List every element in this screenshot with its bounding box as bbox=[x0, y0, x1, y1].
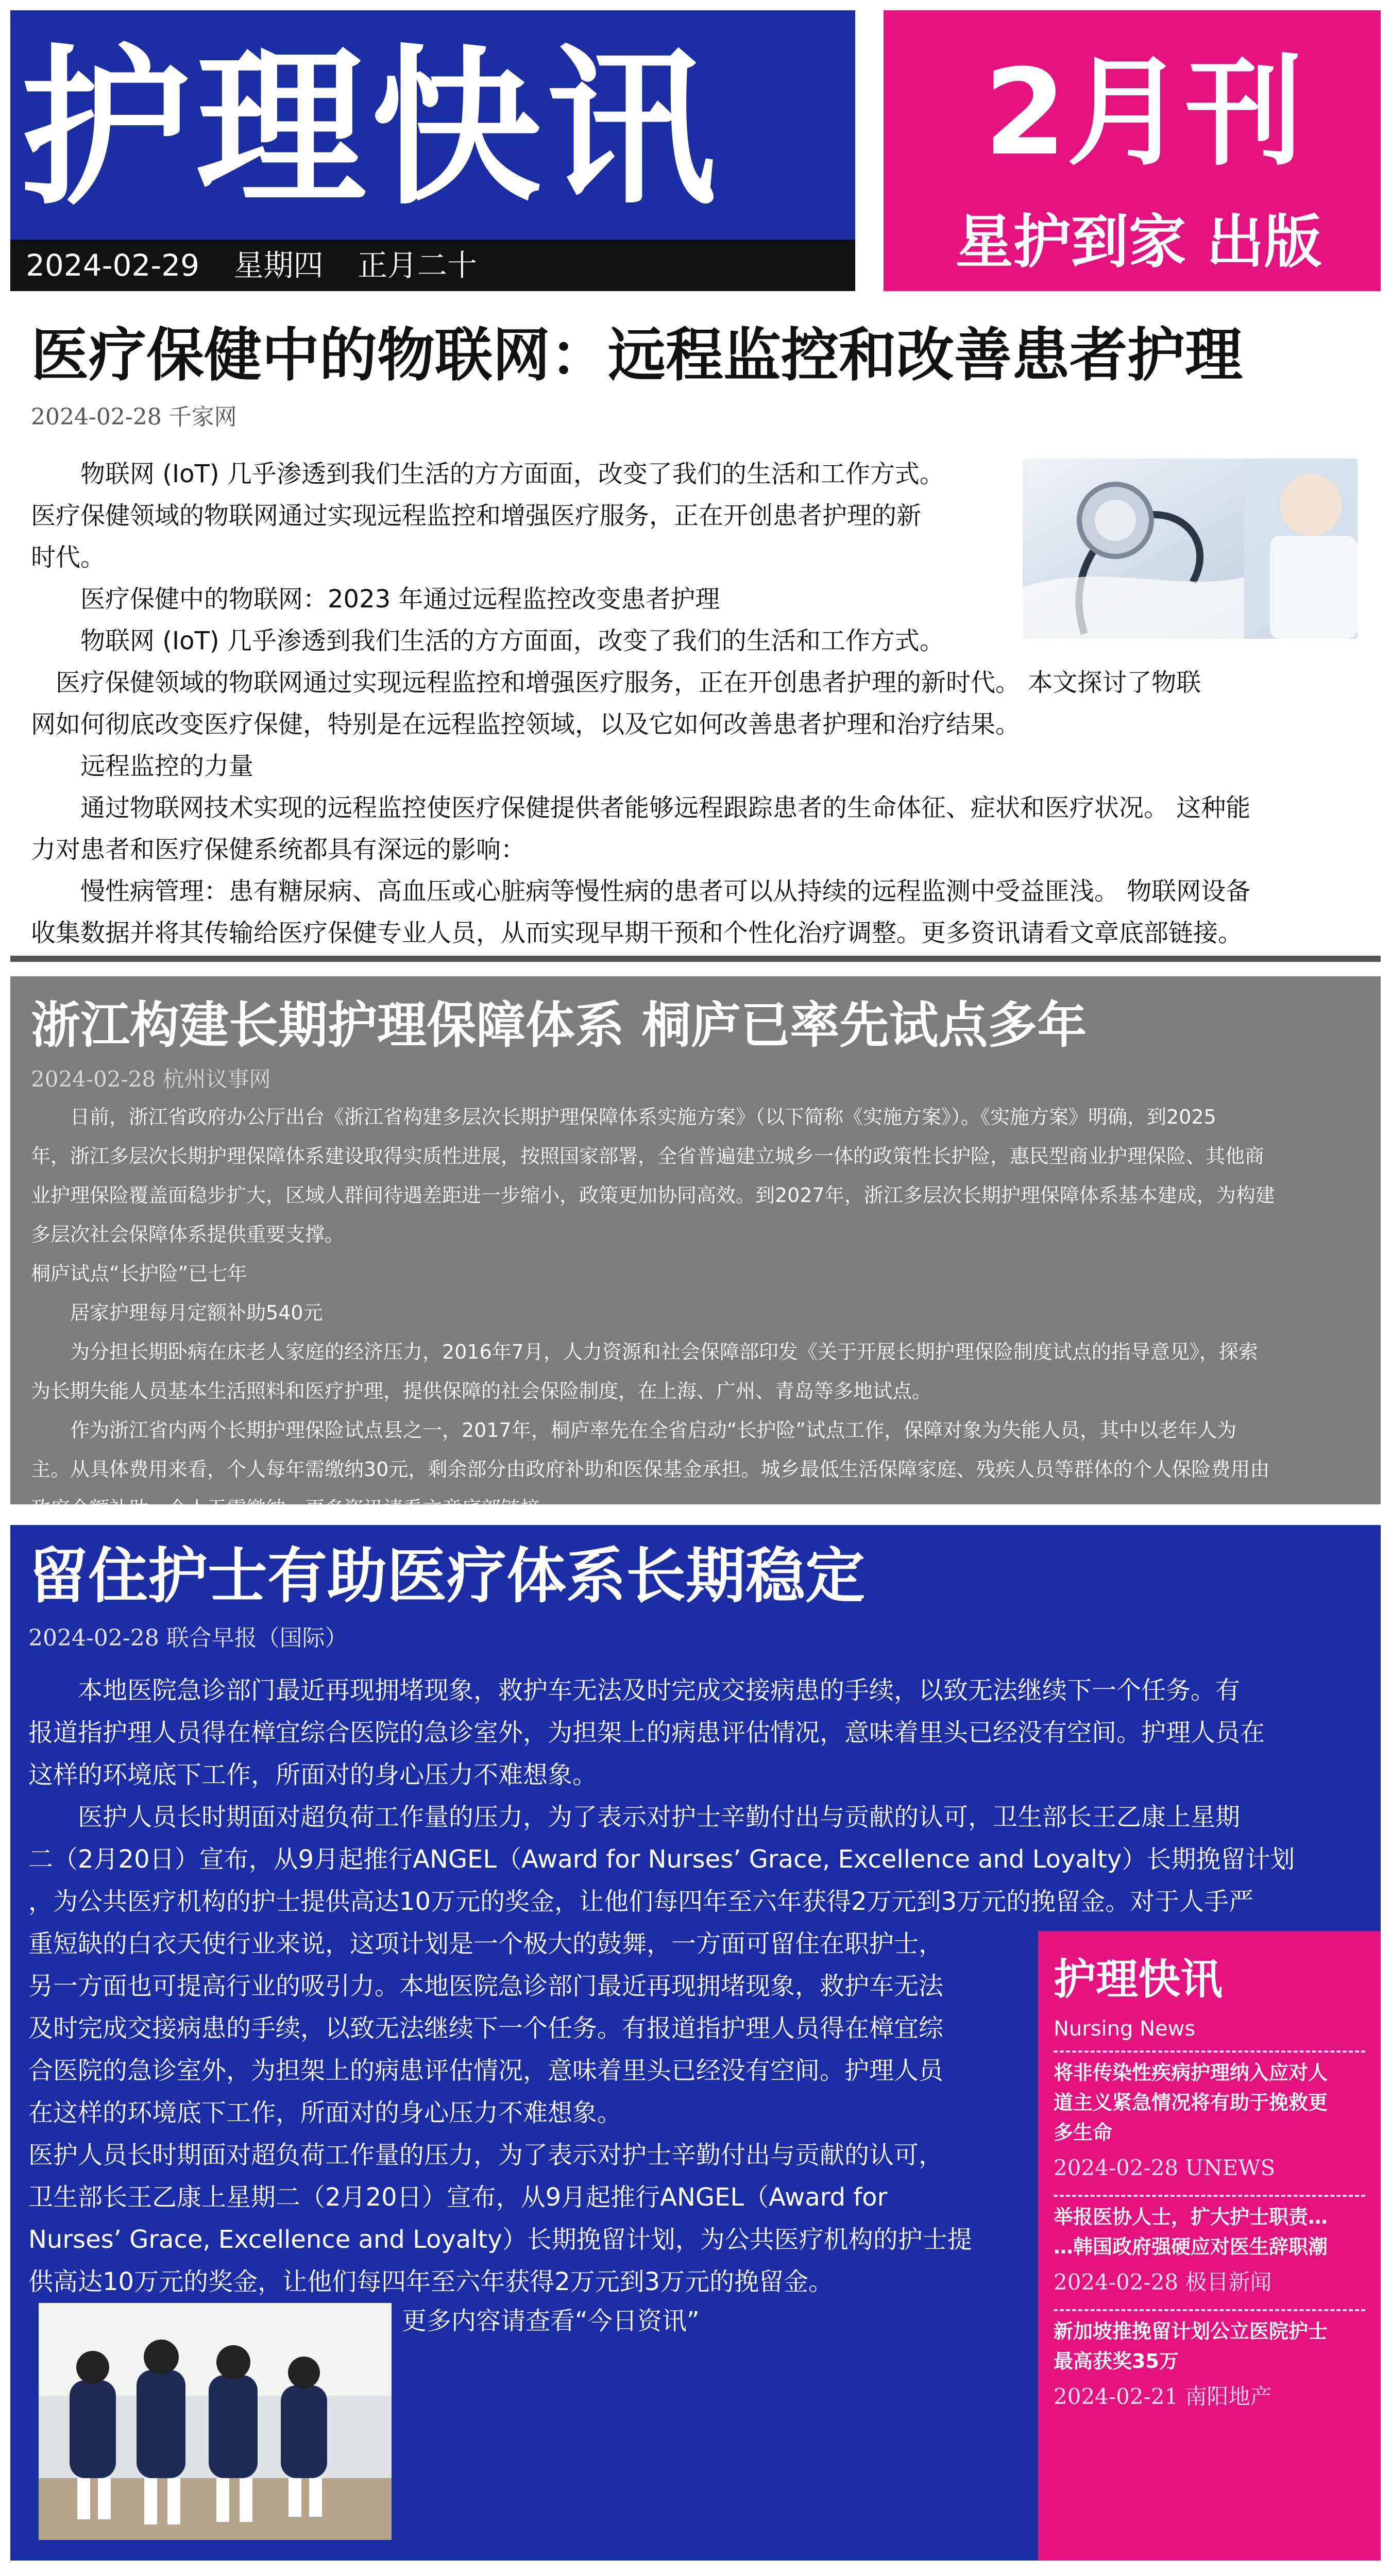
article3-body-bottom bbox=[28, 1923, 1033, 2303]
article2-line: 多层次社会保障体系提供重要支撑。 bbox=[31, 1223, 345, 1246]
article1-line: 通过物联网技术实现的远程监控使医疗保健提供者能够远程跟踪患者的生命体征、症状和医疗状况。 这种能 bbox=[31, 793, 1251, 822]
sidebar-item-title: 将非传染性疾病护理纳入应对人 bbox=[1054, 2061, 1328, 2084]
masthead-title: 护理快讯 bbox=[21, 30, 721, 228]
article1-body-top bbox=[31, 453, 1010, 620]
article1-line: 远程监控的力量 bbox=[31, 752, 254, 781]
article1-body-bottom bbox=[31, 620, 1370, 954]
dashed-divider bbox=[1054, 2195, 1365, 2197]
sidebar-item-title: 多生命 bbox=[1054, 2121, 1113, 2144]
article3-source: 联合早报（国际） bbox=[166, 1625, 348, 1651]
article2-body bbox=[31, 1097, 1365, 1520]
article2-line: 居家护理每月定额补助540元 bbox=[31, 1301, 323, 1324]
article3-line: 及时完成交接病患的手续，以致无法继续下一个任务。有报道指护理人员得在樟宜综 bbox=[28, 2014, 944, 2043]
news-sidebar bbox=[1038, 1931, 1381, 2561]
sidebar-item-source: 极目新闻 bbox=[1185, 2269, 1272, 2295]
article3-line: 医护人员长时期面对超负荷工作量的压力，为了表示对护士辛勤付出与贡献的认可，卫生部长王乙康上星期 bbox=[28, 1803, 1241, 1832]
dashed-divider bbox=[1054, 2309, 1365, 2311]
article3-line: 这样的环境底下工作，所面对的身心压力不难想象。 bbox=[28, 1760, 598, 1789]
article2-line: 日前，浙江省政府办公厅出台《浙江省构建多层次长期护理保障体系实施方案》（以下简称《实施方案》）。《实施方案》明确，到2025 bbox=[31, 1106, 1216, 1128]
sidebar-item-source: UNEWS bbox=[1185, 2155, 1276, 2180]
article2-meta bbox=[31, 1064, 546, 1095]
article2-line: 主。从具体费用来看，个人每年需缴纳30元，剩余部分由政府补助和医保基金承担。城乡最低生活保障家庭、残疾人员等群体的个人保险费用由 bbox=[31, 1458, 1270, 1481]
article1-date: 2024-02-28 bbox=[31, 404, 162, 430]
article3-line: 本地医院急诊部门最近再现拥堵现象，救护车无法及时完成交接病患的手续，以致无法继续下一个任务。有 bbox=[28, 1676, 1241, 1705]
dashed-divider bbox=[1054, 2050, 1365, 2053]
sidebar-news-item[interactable] bbox=[1054, 2058, 1365, 2189]
issue-label: 2月刊 bbox=[983, 44, 1304, 182]
article2-line: 政府全额补助，个人无需缴纳。更多资讯请看文章底部链接。 bbox=[31, 1497, 560, 1520]
article1-line: 慢性病管理：患有糖尿病、高血压或心脏病等慢性病的患者可以从持续的远程监测中受益匪浅。 物联网设备 bbox=[31, 877, 1251, 906]
article2-line: 为分担长期卧病在床老人家庭的经济压力，2016年7月，人力资源和社会保障部印发《关于开展长期护理保险制度试点的指导意见》，探索 bbox=[31, 1341, 1258, 1363]
article1-line: 医疗保健中的物联网：2023 年通过远程监控改变患者护理 bbox=[31, 585, 720, 614]
sidebar-item-title: 最高获奖35万 bbox=[1054, 2350, 1179, 2372]
issue-date: 2024-02-29 bbox=[26, 248, 200, 283]
sidebar-item-meta bbox=[1054, 2147, 1365, 2189]
sidebar-item-title: 新加坡推挽留计划公立医院护士 bbox=[1054, 2320, 1328, 2343]
article3-line: 在这样的环境底下工作，所面对的身心压力不难想象。 bbox=[28, 2098, 622, 2127]
article1-line: 网如何彻底改变医疗保健，特别是在远程监控领域，以及它如何改善患者护理和治疗结果。 bbox=[31, 710, 1021, 739]
sidebar-item-date: 2024-02-21 bbox=[1054, 2384, 1179, 2409]
article2-line: 业护理保险覆盖面稳步扩大，区域人群间待遇差距进一步缩小，政策更加协同高效。到2027年，浙江多层次长期护理保障体系基本建成，为构建 bbox=[31, 1184, 1275, 1207]
article3-line: 二（2月20日）宣布，从9月起推行ANGEL（Award for Nurses’ Grace, Excellence and Loyalty）长期挽留计划 bbox=[28, 1845, 1295, 1874]
article1-line: 收集数据并将其传输给医疗保健专业人员，从而实现早期干预和个性化治疗调整。更多资讯请看文章底部链接。 bbox=[31, 919, 1243, 947]
sidebar-news-item[interactable] bbox=[1054, 2316, 1365, 2417]
article3-line: 重短缺的白衣天使行业来说，这项计划是一个极大的鼓舞，一方面可留住在职护士， bbox=[28, 1929, 944, 1958]
article2-date: 2024-02-28 bbox=[31, 1066, 156, 1092]
sidebar-title: 护理快讯 bbox=[1054, 1955, 1223, 2004]
article3-line: 医护人员长时期面对超负荷工作量的压力，为了表示对护士辛勤付出与贡献的认可， bbox=[28, 2141, 944, 2170]
article2-source: 杭州议事网 bbox=[162, 1066, 271, 1092]
article3-meta bbox=[28, 1623, 544, 1654]
weekday: 星期四 bbox=[233, 248, 324, 283]
article2-title[interactable]: 浙江构建长期护理保障体系 桐庐已率先试点多年 bbox=[31, 996, 1087, 1054]
sidebar-item-date: 2024-02-28 bbox=[1054, 2269, 1179, 2295]
article3-line: Nurses’ Grace, Excellence and Loyalty）长期挽留计划，为公共医疗机构的护士提 bbox=[28, 2225, 972, 2254]
nurses-walking-photo bbox=[39, 2303, 392, 2540]
article1-line: 物联网 (IoT) 几乎渗透到我们生活的方方面面，改变了我们的生活和工作方式。 bbox=[31, 460, 944, 488]
article3-body-top bbox=[28, 1669, 1368, 1923]
article2-line: 桐庐试点“长护险”已七年 bbox=[31, 1262, 247, 1285]
sidebar-item-meta bbox=[1054, 2262, 1365, 2303]
sidebar-item-title: 道主义紧急情况将有助于挽救更 bbox=[1054, 2091, 1328, 2114]
article3-line: 另一方面也可提高行业的吸引力。本地医院急诊部门最近再现拥堵现象，救护车无法 bbox=[28, 1972, 944, 2001]
article3-line: ，为公共医疗机构的护士提供高达10万元的奖金，让他们每四年至六年获得2万元到3万元的挽留金。对于人手严 bbox=[28, 1887, 1254, 1916]
article1-line: 时代。 bbox=[31, 543, 106, 572]
article3-line: 卫生部长王乙康上星期二（2月20日）宣布，从9月起推行ANGEL（Award for bbox=[28, 2183, 888, 2212]
article3-line: 供高达10万元的奖金，让他们每四年至六年获得2万元到3万元的挽留金。 bbox=[28, 2267, 834, 2296]
article1-source: 千家网 bbox=[168, 404, 237, 430]
article2-line: 为长期失能人员基本生活照料和医疗护理，提供保障的社会保险制度，在上海、广州、青岛等多地试点。 bbox=[31, 1380, 932, 1402]
article3-date: 2024-02-28 bbox=[28, 1625, 159, 1651]
sidebar-item-date: 2024-02-28 bbox=[1054, 2155, 1179, 2180]
article3-line: 合医院的急诊室外，为担架上的病患评估情况，意味着里头已经没有空间。护理人员 bbox=[28, 2056, 944, 2085]
section-divider bbox=[10, 956, 1381, 962]
sidebar-item-source: 南阳地产 bbox=[1185, 2384, 1272, 2409]
stethoscope-photo bbox=[1023, 459, 1358, 639]
article3-title[interactable]: 留住护士有助医疗体系长期稳定 bbox=[28, 1541, 865, 1611]
sidebar-item-title: …韩国政府强硬应对医生辞职潮 bbox=[1054, 2235, 1328, 2258]
sidebar-item-meta bbox=[1054, 2376, 1365, 2417]
article1-line: 物联网 (IoT) 几乎渗透到我们生活的方方面面，改变了我们的生活和工作方式。 bbox=[31, 626, 944, 655]
article3-line: 报道指护理人员得在樟宜综合医院的急诊室外，为担架上的病患评估情况，意味着里头已经没有空间。护理人员在 bbox=[28, 1718, 1265, 1747]
sidebar-subtitle: Nursing News bbox=[1054, 2017, 1196, 2041]
article1-meta bbox=[31, 402, 546, 433]
article1-line: 力对患者和医疗保健系统都具有深远的影响： bbox=[31, 835, 526, 864]
article2-line: 年，浙江多层次长期护理保障体系建设取得实质性进展，按照国家部署，全省普遍建立城乡一体的政策性长护险，惠民型商业护理保险、其他商 bbox=[31, 1145, 1265, 1167]
lunar-date: 正月二十 bbox=[357, 248, 477, 283]
more-content-link[interactable]: 更多内容请查看“今日资讯” bbox=[402, 2307, 700, 2335]
article1-title[interactable]: 医疗保健中的物联网：远程监控和改善患者护理 bbox=[31, 322, 1243, 389]
date-bar bbox=[10, 240, 855, 291]
article1-line: 医疗保健领域的物联网通过实现远程监控和增强医疗服务，正在开创患者护理的新 bbox=[31, 501, 922, 530]
sidebar-news-item[interactable] bbox=[1054, 2202, 1365, 2303]
sidebar-item-title: 举报医协人士，扩大护士职责… bbox=[1054, 2206, 1328, 2228]
publisher-label: 星护到家 出版 bbox=[955, 209, 1322, 276]
article2-line: 作为浙江省内两个长期护理保险试点县之一，2017年，桐庐率先在全省启动“长护险”试点工作，保障对象为失能人员，其中以老年人为 bbox=[31, 1419, 1237, 1442]
article1-line: 医疗保健领域的物联网通过实现远程监控和增强医疗服务，正在开创患者护理的新时代。 本文探讨了物联 bbox=[31, 668, 1201, 697]
